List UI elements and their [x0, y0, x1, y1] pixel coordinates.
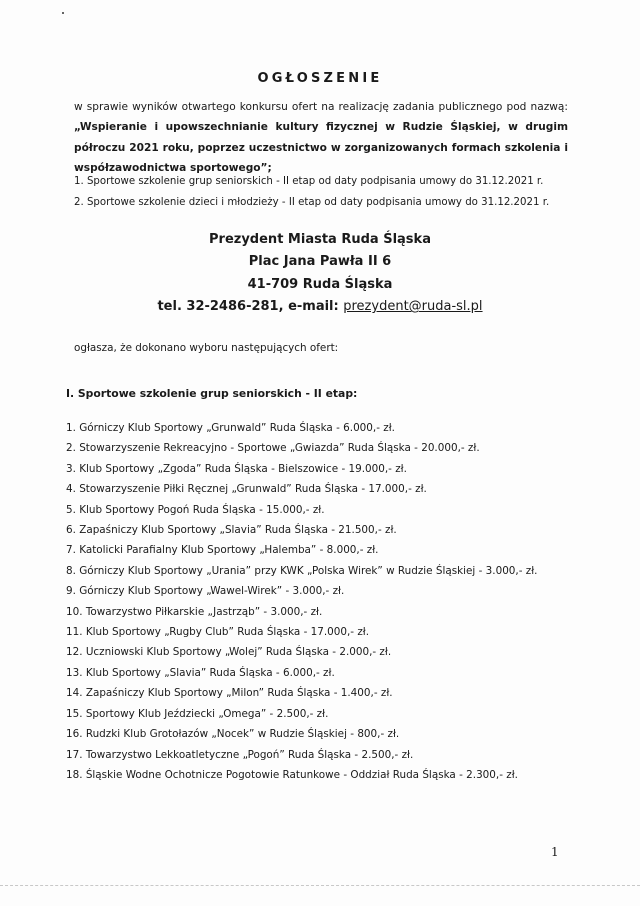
issuer-contact: [0, 296, 640, 318]
offer-item: 7. Katolicki Parafialny Klub Sportowy „Halemba” - 8.000,- zł.: [66, 544, 379, 557]
section-heading: I. Sportowe szkolenie grup seniorskich - II etap:: [66, 387, 358, 400]
offer-item: 6. Zapaśniczy Klub Sportowy „Slavia” Ruda Śląska - 21.500,- zł.: [66, 524, 397, 537]
offer-item: 15. Sportowy Klub Jeździecki „Omega” - 2.500,- zł.: [66, 707, 329, 720]
contact-prefix: tel. 32-2486-281, e-mail:: [157, 299, 344, 315]
offer-item: 8. Górniczy Klub Sportowy „Urania” przy KWK „Polska Wirek” w Rudzie Śląskiej - 3.000,- zł.: [66, 564, 538, 577]
offer-item: 1. Górniczy Klub Sportowy „Grunwald” Ruda Śląska - 6.000,- zł.: [66, 422, 395, 434]
offer-item: 11. Klub Sportowy „Rugby Club” Ruda Śląska - 17.000,- zł.: [66, 626, 370, 639]
document-title: OGŁOSZENIE: [257, 71, 383, 86]
offer-item: 16. Rudzki Klub Grotołazów „Nocek” w Rudzie Śląskiej - 800,- zł.: [66, 728, 400, 741]
offer-item: 18. Śląskie Wodne Ochotnicze Pogotowie Ratunkowe - Oddział Ruda Śląska - 2.300,- zł.: [66, 768, 518, 781]
offer-item: 9. Górniczy Klub Sportowy „Wawel-Wirek” - 3.000,- zł.: [66, 585, 345, 598]
offer-item: 3. Klub Sportowy „Zgoda” Ruda Śląska - Bielszowice - 19.000,- zł.: [66, 462, 407, 475]
offer-item: 10. Towarzystwo Piłkarskie „Jastrząb” - 3.000,- zł.: [66, 605, 323, 618]
offer-item: 14. Zapaśniczy Klub Sportowy „Milon” Ruda Śląska - 1.400,- zł.: [66, 687, 393, 700]
issuer-postal: 41-709 Ruda Śląska: [247, 276, 393, 292]
stages-list: [74, 172, 574, 213]
scan-edge-divider: [0, 885, 640, 886]
issuer-block: [0, 229, 640, 319]
stage-item: 1. Sportowe szkolenie grup seniorskich - II etap od daty podpisania umowy do 31.12.2021 r.: [74, 176, 544, 187]
page-number: 1: [551, 845, 559, 859]
scan-speck: [62, 12, 64, 14]
offer-item: 2. Stowarzyszenie Rekreacyjno - Sportowe „Gwiazda” Ruda Śląska - 20.000,- zł.: [66, 442, 480, 455]
offer-item: 5. Klub Sportowy Pogoń Ruda Śląska - 15.000,- zł.: [66, 503, 325, 516]
offer-item: 17. Towarzystwo Lekkoatletyczne „Pogoń” Ruda Śląska - 2.500,- zł.: [66, 748, 414, 761]
task-name: „Wspieranie i upowszechnianie kultury fizycznej w Rudzie Śląskiej, w drugim półroczu 2021 roku, poprzez uczestnictwo w zorganizowanych formach szkolenia i współzawodnictwa sportowego”;: [74, 121, 568, 174]
offer-item: 4. Stowarzyszenie Piłki Ręcznej „Grunwald” Ruda Śląska - 17.000,- zł.: [66, 483, 427, 496]
offers-list: [66, 418, 586, 785]
email-link[interactable]: prezydent@ruda-sl.pl: [343, 299, 483, 315]
offer-item: 12. Uczniowski Klub Sportowy „Wolej” Ruda Śląska - 2.000,- zł.: [66, 646, 392, 659]
offer-item: 13. Klub Sportowy „Slavia” Ruda Śląska - 6.000,- zł.: [66, 666, 335, 679]
issuer-street: Plac Jana Pawła II 6: [248, 254, 392, 270]
stage-item: 2. Sportowe szkolenie dzieci i młodzieży - II etap od daty podpisania umowy do 31.12.2021 r.: [74, 196, 550, 208]
intro-lead: w sprawie wyników otwartego konkursu ofert na realizację zadania publicznego pod nazwą:: [74, 101, 568, 113]
issuer-name: Prezydent Miasta Ruda Śląska: [209, 232, 431, 247]
announcement-text: ogłasza, że dokonano wyboru następujących ofert:: [74, 342, 339, 354]
intro-paragraph: [74, 97, 568, 178]
